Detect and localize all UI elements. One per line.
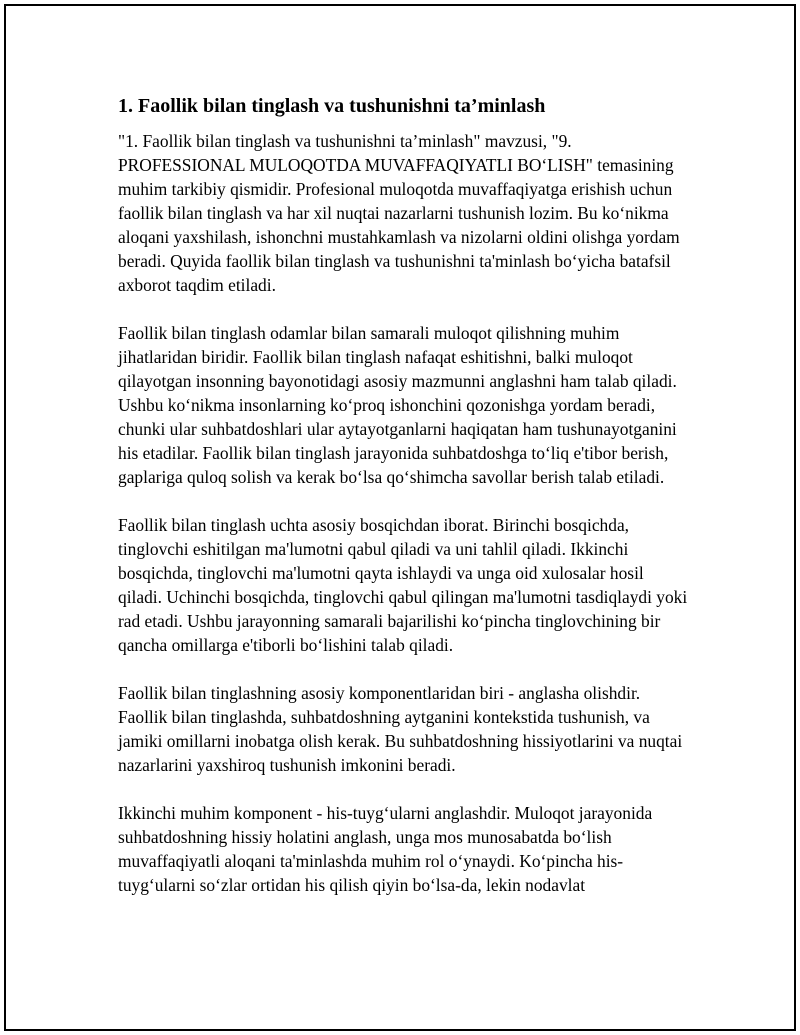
paragraph-active-listening: Faollik bilan tinglash odamlar bilan samarali muloqot qilishning muhim jihatlaridan biridir. Faollik bilan tinglash nafaqat eshitishni, balki muloqot qilayotgan insonning bayonotidagi asosiy mazmunni anglashni ham talab qiladi. Ushbu ko‘nikma insonlarning ko‘proq ishonchini qozonishga yordam beradi, chunki ular suhbatdoshlari ular aytayotganlarni haqiqatan ham tushunayotganini his etadilar. Faollik bilan tinglash jarayonida suhbatdoshga to‘liq e'tibor berish, gaplariga quloq solish va kerak bo‘lsa qo‘shimcha savollar berish talab etiladi. (118, 323, 677, 487)
section-heading: 1. Faollik bilan tinglash va tushunishni ta’minlash (118, 95, 546, 117)
paragraph-emotions: Ikkinchi muhim komponent - his-tuyg‘ularni anglashdir. Muloqot jarayonida suhbatdoshning hissiy holatini anglash, unga mos munosabatda bo‘lish muvaffaqiyatli aloqani ta'minlashda muhim rol o‘ynaydi. Ko‘pincha his-tuyg‘ularni so‘zlar ortidan his qilish qiyin bo‘lsa-da, lekin nodavlat (118, 803, 653, 895)
paragraph-understanding: Faollik bilan tinglashning asosiy komponentlaridan biri - anglasha olishdir. Faollik bilan tinglashda, suhbatdoshning aytganini kontekstida tushunish, va jamiki omillarni inobatga olish kerak. Bu suhbatdoshning hissiyotlarini va nuqtai nazarlarini yaxshiroq tushunish imkonini beradi. (118, 683, 683, 775)
paragraph-stages: Faollik bilan tinglash uchta asosiy bosqichdan iborat. Birinchi bosqichda, tinglovchi eshitilgan ma'lumotni qabul qiladi va uni tahlil qiladi. Ikkinchi bosqichda, tinglovchi ma'lumotni qayta ishlaydi va unga oid xulosalar hosil qiladi. Uchinchi bosqichda, tinglovchi qabul qilingan ma'lumotni tasdiqlaydi yoki rad etadi. Ushbu jarayonning samarali bajarilishi ko‘pincha tinglovchining bir qancha omillarga e'tiborli bo‘lishini talab qiladi. (118, 515, 688, 655)
paragraph-intro: "1. Faollik bilan tinglash va tushunishni ta’minlash" mavzusi, "9. PROFESSIONAL MULOQOTDA MUVAFFAQIYATLI BO‘LISH" temasining muhim tarkibiy qismidir. Profesional muloqotda muvaffaqiyatga erishish uchun faollik bilan tinglash va har xil nuqtai nazarlarni tushunish lozim. Bu ko‘nikma aloqani yaxshilash, ishonchni mustahkamlash va nizolarni oldini olishga yordam beradi. Quyida faollik bilan tinglash va tushunishni ta'minlash bo‘yicha batafsil axborot taqdim etiladi. (118, 131, 680, 295)
document-body (118, 93, 688, 921)
